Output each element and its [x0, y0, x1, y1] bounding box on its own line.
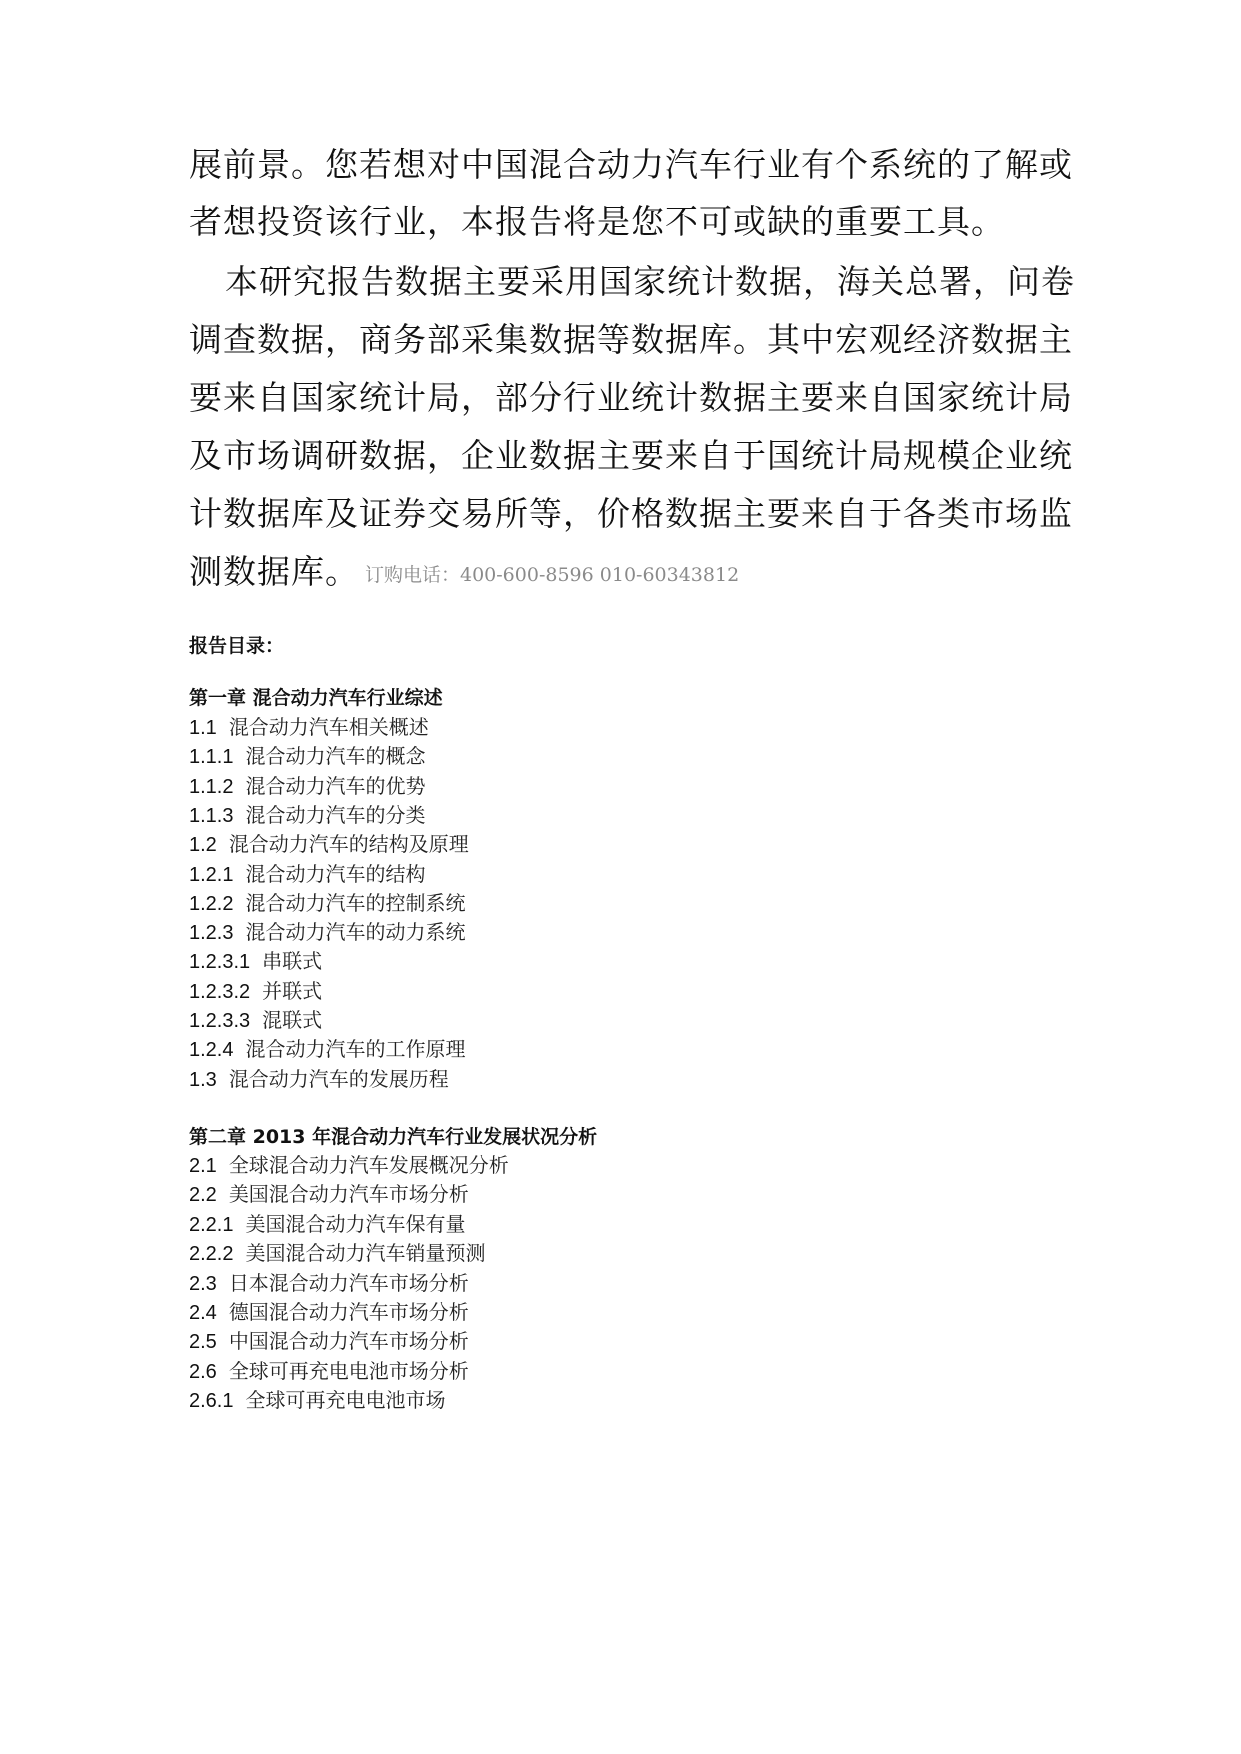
- paragraph-line: 者想投资该行业，本报告将是您不可或缺的重要工具。: [189, 202, 1005, 241]
- contact-phone: 订购电话：400-600-8596 010-60343812: [365, 564, 740, 586]
- toc-entry-number: 1.2.2: [189, 892, 234, 915]
- toc-entry-number: 1.2.1: [189, 863, 234, 886]
- toc-entry: [189, 1037, 465, 1062]
- toc-entry: [189, 1008, 322, 1033]
- toc-entry: [189, 1359, 469, 1384]
- toc-entry-number: 1.3: [189, 1068, 217, 1091]
- toc-entry-title: 并联式: [262, 978, 323, 1003]
- toc-entry-title: 美国混合动力汽车市场分析: [228, 1182, 469, 1207]
- paragraph-text: 测数据库。: [189, 552, 359, 591]
- toc-entry: [189, 803, 425, 828]
- paragraph-line: 本研究报告数据主要采用国家统计数据，海关总署，问卷: [225, 262, 1075, 301]
- toc-entry-number: 2.2.2: [189, 1243, 234, 1266]
- toc-entry-title: 混合动力汽车的控制系统: [245, 890, 466, 915]
- toc-entry-title: 中国混合动力汽车市场分析: [228, 1329, 469, 1354]
- toc-entry: [189, 1271, 469, 1296]
- toc-entry-number: 2.3: [189, 1272, 217, 1295]
- toc-entry: [189, 1182, 469, 1207]
- toc-entry-number: 2.1: [189, 1155, 217, 1177]
- toc-entry: [189, 1241, 485, 1266]
- toc-entry-number: 1.1.2: [189, 775, 234, 798]
- toc-entry: [189, 1067, 449, 1092]
- toc-entry-title: 美国混合动力汽车保有量: [245, 1211, 466, 1236]
- toc-entry-number: 2.6.1: [189, 1390, 234, 1413]
- toc-entry-title: 混合动力汽车的发展历程: [228, 1066, 449, 1091]
- toc-entry-title: 全球可再充电电池市场: [245, 1388, 446, 1413]
- toc-entry-number: 1.2.4: [189, 1039, 234, 1062]
- toc-entry-number: 1.1.3: [189, 804, 234, 827]
- toc-entry: [189, 744, 425, 769]
- paragraph-line: 展前景。您若想对中国混合动力汽车行业有个系统的了解或: [189, 145, 1073, 184]
- toc-entry-title: 美国混合动力汽车销量预测: [245, 1241, 486, 1266]
- toc-entry-number: 1.2.3.1: [189, 951, 251, 974]
- toc-entry-number: 1.2.3.2: [189, 980, 251, 1003]
- toc-entry-title: 混合动力汽车的结构: [245, 861, 426, 886]
- toc-entry-number: 2.5: [189, 1331, 217, 1354]
- toc-entry-number: 2.2.1: [189, 1213, 234, 1236]
- toc-entry-title: 德国混合动力汽车市场分析: [228, 1300, 469, 1324]
- toc-entry-number: 1.2.3.3: [189, 1010, 251, 1032]
- toc-entry: [189, 979, 322, 1004]
- toc-entry: [189, 862, 425, 887]
- toc-entry: [189, 1329, 469, 1354]
- toc-entry-number: 1.1.1: [189, 746, 234, 769]
- toc-title: 报告目录：: [189, 635, 285, 657]
- paragraph-line: 及市场调研数据，企业数据主要来自于国统计局规模企业统: [189, 436, 1073, 475]
- toc-entry: [189, 774, 425, 799]
- toc-entry-title: 混合动力汽车的分类: [245, 802, 426, 827]
- chapter-2-title: 第二章 2013 年混合动力汽车行业发展状况分析: [189, 1126, 598, 1148]
- toc-entry-number: 1.2: [189, 834, 217, 857]
- toc-entry-title: 串联式: [262, 949, 323, 974]
- toc-entry-title: 混联式: [262, 1008, 323, 1032]
- toc-entry: [189, 949, 322, 974]
- paragraph-line: 要来自国家统计局，部分行业统计数据主要来自国家统计局: [189, 378, 1073, 417]
- chapter-1-title: 第一章 混合动力汽车行业综述: [189, 687, 443, 709]
- toc-entry-title: 全球混合动力汽车发展概况分析: [228, 1153, 509, 1177]
- toc-entry: [189, 891, 465, 916]
- toc-entry-number: 2.2: [189, 1184, 217, 1207]
- toc-entry-title: 混合动力汽车的结构及原理: [228, 832, 469, 857]
- paragraph-line-last: [189, 552, 739, 595]
- toc-entry: [189, 1153, 509, 1178]
- toc-entry: [189, 1388, 445, 1413]
- toc-entry: [189, 1300, 469, 1325]
- toc-entry-title: 混合动力汽车的概念: [245, 744, 426, 769]
- toc-entry: [189, 715, 429, 740]
- toc-entry-number: 2.4: [189, 1302, 217, 1324]
- toc-entry: [189, 920, 465, 945]
- toc-entry-title: 混合动力汽车的动力系统: [245, 920, 466, 945]
- toc-entry-title: 日本混合动力汽车市场分析: [228, 1270, 469, 1295]
- toc-entry-title: 混合动力汽车的工作原理: [245, 1037, 466, 1062]
- toc-entry: [189, 832, 469, 857]
- paragraph-line: 计数据库及证券交易所等，价格数据主要来自于各类市场监: [189, 494, 1073, 533]
- toc-entry: [189, 1212, 465, 1237]
- toc-entry-title: 混合动力汽车的优势: [245, 773, 426, 798]
- toc-entry-number: 2.6: [189, 1360, 217, 1383]
- paragraph-line: 调查数据，商务部采集数据等数据库。其中宏观经济数据主: [189, 320, 1073, 359]
- toc-entry-number: 1.1: [189, 717, 217, 739]
- toc-entry-title: 混合动力汽车相关概述: [228, 715, 429, 739]
- toc-entry-number: 1.2.3: [189, 922, 234, 945]
- toc-entry-title: 全球可再充电电池市场分析: [228, 1358, 469, 1383]
